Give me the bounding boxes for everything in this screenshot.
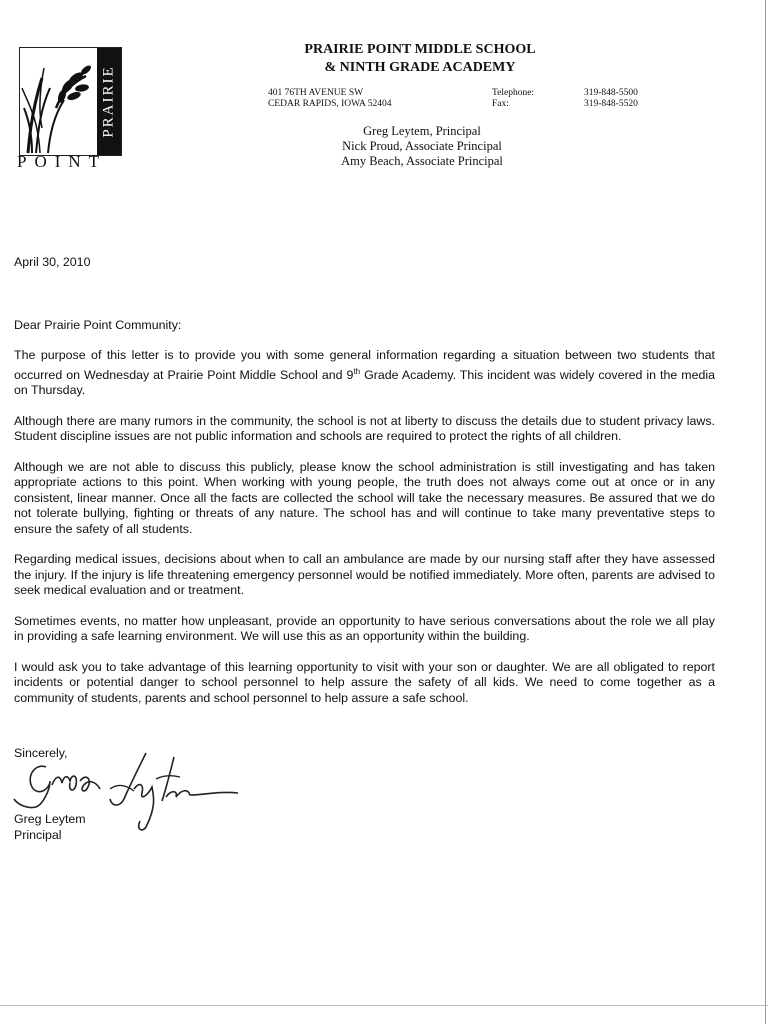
wheat-grass-icon (20, 48, 96, 155)
paragraph-1 (14, 348, 715, 399)
school-address (268, 88, 392, 110)
school-logo (19, 47, 122, 156)
paragraph-4: Regarding medical issues, decisions about when to call an ambulance are made by our nursing staff after they have assessed the injury. If the injury is life threatening emergency personnel would be notified immediately. More often, parents are advised to seek medical evaluation and or treatment. (14, 552, 715, 598)
paragraph-1-superscript: th (353, 366, 361, 376)
fax-number: 319-848-5520 (584, 99, 638, 109)
staff-associate-2: Amy Beach, Associate Principal (341, 154, 503, 168)
paragraph-3: Although we are not able to discuss this publicly, please know the school administration is still investigating and has taken appropriate actions to this point. When working with young people, the truth does not always come out at once or in any consistent, linear manner. Once all the facts are collected the school will take the necessary measures. Be assured that we do not tolerate bullying, fighting or threats of any nature. The school has and will continue to take many preventative steps to ensure the safety of all students. (14, 459, 715, 536)
logo-vertical-text: PRAIRIE (100, 65, 117, 138)
school-name-line-2: & NINTH GRADE ACADEMY (324, 60, 516, 75)
scan-edge-bottom (0, 1005, 768, 1006)
letter-body (14, 348, 715, 721)
contact-numbers (584, 88, 638, 110)
school-name (260, 41, 580, 77)
paragraph-1-part-b: Grade Academy. This incident was widely covered in the media on Thursday. (14, 367, 716, 398)
salutation: Dear Prairie Point Community: (14, 318, 182, 332)
contact-labels (492, 88, 534, 110)
paragraph-2: Although there are many rumors in the community, the school is not at liberty to discuss the details due to student privacy laws. Student discipline issues are not public information and schools are required to protect the rights of all children. (14, 413, 715, 444)
letter-date: April 30, 2010 (14, 255, 91, 269)
signer-title: Principal (14, 827, 62, 842)
school-name-line-1: PRAIRIE POINT MIDDLE SCHOOL (304, 42, 536, 57)
scan-edge-right (765, 0, 766, 1024)
signer-block (14, 812, 86, 843)
logo-word: POINT (17, 152, 108, 171)
closing: Sincerely, (14, 746, 68, 760)
paragraph-6: I would ask you to take advantage of this learning opportunity to visit with your son or daughter. We are all obligated to report incidents or potential danger to school personnel to help assure the safety of all kids. We need to come together as a community of students, parents and school personnel to help assure a safe school. (14, 659, 715, 705)
paragraph-1-part-a: The purpose of this letter is to provide you with some general information regarding a situation between two students that occurred on Wednesday at Prairie Point Middle School and 9 (14, 348, 715, 382)
staff-list (300, 124, 544, 169)
address-line-2: CEDAR RAPIDS, IOWA 52404 (268, 99, 392, 109)
staff-principal: Greg Leytem, Principal (363, 124, 481, 138)
logo-vertical-band (97, 48, 121, 155)
paragraph-5: Sometimes events, no matter how unpleasant, provide an opportunity to have serious conversations about the role we all play in providing a safe learning environment. We will use this as an opportunity within the building. (14, 613, 715, 644)
signer-name: Greg Leytem (14, 812, 86, 826)
fax-label: Fax: (492, 99, 509, 109)
staff-associate-1: Nick Proud, Associate Principal (342, 139, 502, 153)
telephone-number: 319-848-5500 (584, 88, 638, 98)
address-line-1: 401 76TH AVENUE SW (268, 88, 364, 98)
telephone-label: Telephone: (492, 88, 535, 98)
